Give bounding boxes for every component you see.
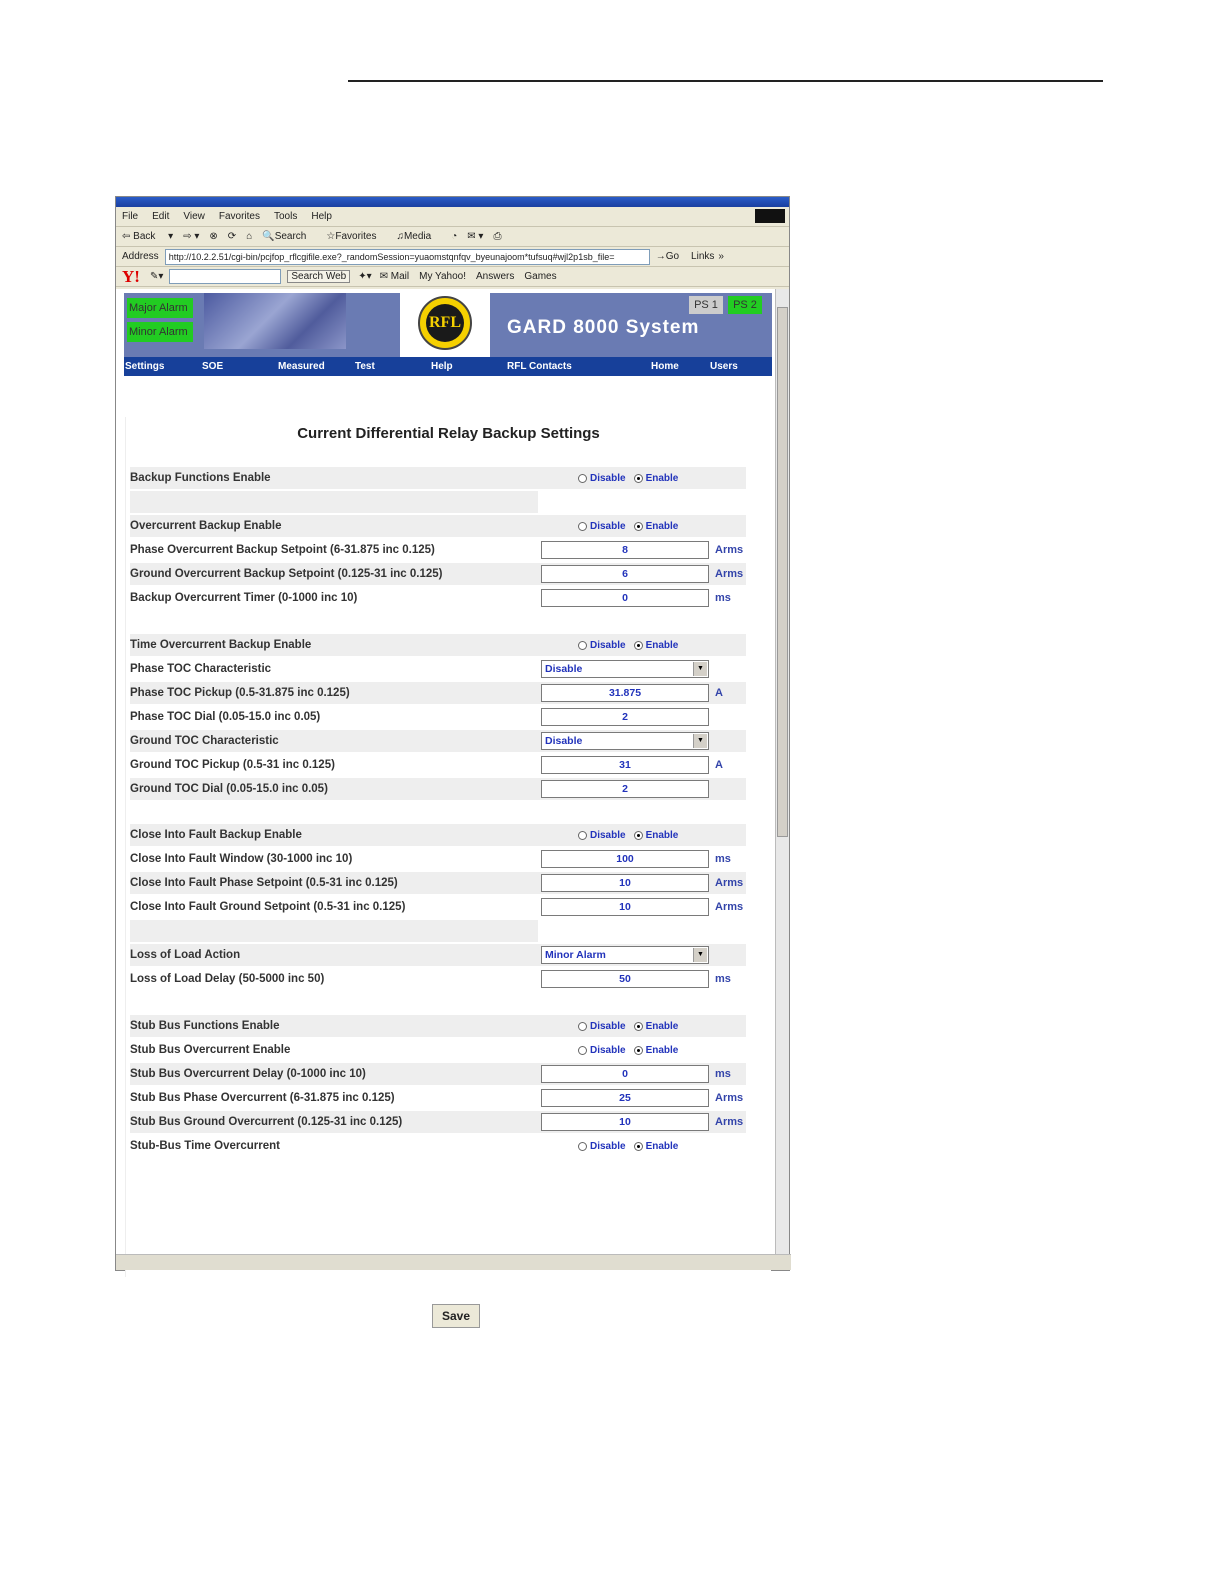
enable-radio[interactable]: [634, 522, 643, 531]
unit-label: Arms: [715, 568, 744, 580]
disable-radio[interactable]: [578, 522, 587, 531]
search-label: Search: [274, 231, 307, 242]
address-bar: [116, 247, 789, 267]
browser-window: [115, 196, 790, 1323]
setting-label: Stub Bus Overcurrent Enable: [130, 1044, 291, 1056]
setting-row: [130, 634, 746, 656]
nav-users[interactable]: Users: [710, 361, 738, 372]
nav-measured[interactable]: Measured: [278, 361, 325, 372]
refresh-icon[interactable]: ⟳: [227, 231, 237, 242]
setting-label: Ground TOC Dial (0.05-15.0 inc 0.05): [130, 783, 328, 795]
setting-input[interactable]: 31.875: [541, 684, 709, 702]
select-value: Disable: [545, 735, 583, 747]
setting-label: Phase Overcurrent Backup Setpoint (6-31.875 inc 0.125): [130, 544, 435, 556]
menu-help[interactable]: Help: [311, 211, 332, 222]
disable-radio-label[interactable]: Disable: [590, 472, 626, 484]
stop-icon[interactable]: ⊗: [209, 231, 218, 242]
enable-radio-group: [578, 829, 678, 841]
setting-row: [130, 706, 746, 728]
my-yahoo-button[interactable]: My Yahoo!: [419, 271, 467, 282]
disable-radio-label[interactable]: Disable: [590, 639, 626, 651]
nav-test[interactable]: Test: [355, 361, 375, 372]
setting-input[interactable]: 6: [541, 565, 709, 583]
enable-radio[interactable]: [634, 474, 643, 483]
setting-row: [130, 1015, 746, 1037]
setting-row: [130, 563, 746, 585]
disable-radio[interactable]: [578, 1022, 587, 1031]
setting-input[interactable]: 100: [541, 850, 709, 868]
setting-row: [130, 896, 746, 918]
dropdown-arrow-icon[interactable]: ▼: [693, 662, 707, 676]
main-nav: [124, 357, 772, 376]
unit-label: A: [715, 759, 723, 771]
menu-edit[interactable]: Edit: [152, 211, 170, 222]
setting-row: [130, 872, 746, 894]
window-titlebar: [116, 197, 789, 207]
home-icon[interactable]: ⌂: [246, 231, 253, 242]
menu-bar: [116, 207, 789, 227]
rfl-logo: [400, 293, 490, 357]
enable-radio[interactable]: [634, 831, 643, 840]
enable-radio-group: [578, 1140, 678, 1152]
enable-radio-label[interactable]: Enable: [645, 1020, 679, 1032]
setting-label: Stub Bus Overcurrent Delay (0-1000 inc 10): [130, 1068, 366, 1080]
nav-home[interactable]: Home: [651, 361, 679, 372]
rfl-logo-text: RFL: [426, 304, 464, 342]
setting-row: [130, 944, 746, 966]
back-button[interactable]: ⇦ Back ▾: [122, 231, 174, 242]
setting-label: Close Into Fault Phase Setpoint (0.5-31 inc 0.125): [130, 877, 398, 889]
unit-label: A: [715, 687, 723, 699]
setting-input[interactable]: 8: [541, 541, 709, 559]
system-title: GARD 8000 System: [507, 317, 700, 338]
setting-row: [130, 1111, 746, 1133]
setting-label: Phase TOC Pickup (0.5-31.875 inc 0.125): [130, 687, 350, 699]
chevron-right-icon[interactable]: »: [718, 251, 724, 262]
setting-row: [130, 539, 746, 561]
dropdown-arrow-icon[interactable]: ▼: [693, 734, 707, 748]
setting-row: [130, 658, 746, 680]
setting-select[interactable]: [541, 946, 709, 964]
scrollbar-thumb[interactable]: [777, 307, 788, 837]
address-label: Address: [122, 251, 159, 262]
enable-radio[interactable]: [634, 641, 643, 650]
setting-row: [130, 587, 746, 609]
enable-radio-group: [578, 639, 678, 651]
setting-label: Loss of Load Action: [130, 949, 241, 961]
ps2-indicator: PS 2: [728, 296, 762, 314]
setting-label: Phase TOC Dial (0.05-15.0 inc 0.05): [130, 711, 321, 723]
enable-radio-group: [578, 520, 678, 532]
nav-settings[interactable]: Settings: [125, 361, 165, 372]
save-button[interactable]: Save: [432, 1304, 480, 1328]
enable-radio-label[interactable]: Enable: [645, 1140, 679, 1152]
browser-toolbar: [116, 227, 789, 247]
setting-row: [130, 754, 746, 776]
yahoo-mail-button[interactable]: ✉ Mail: [379, 271, 410, 282]
enable-radio-label[interactable]: Enable: [645, 520, 679, 532]
menu-favorites[interactable]: Favorites: [218, 211, 260, 222]
unit-label: ms: [715, 973, 731, 985]
pencil-icon[interactable]: ✎▾: [149, 271, 164, 282]
print-icon[interactable]: ⎙: [493, 231, 502, 242]
media-button[interactable]: ♫Media: [396, 231, 432, 242]
enable-radio-group: [578, 1044, 678, 1056]
setting-row: [130, 848, 746, 870]
setting-input[interactable]: 10: [541, 874, 709, 892]
enable-radio-group: [578, 1020, 678, 1032]
setting-input[interactable]: 25: [541, 1089, 709, 1107]
back-label: Back: [133, 231, 156, 242]
address-input[interactable]: http://10.2.2.51/cgi-bin/pcjfop_rflcgifile.exe?_randomSession=yuaomstqnfqv_byeunajoom*tufsuq#wjl2p1sb_file=: [165, 249, 650, 265]
nav-rfl-contacts[interactable]: RFL Contacts: [507, 361, 572, 372]
enable-radio-label[interactable]: Enable: [645, 829, 679, 841]
nav-help[interactable]: Help: [431, 361, 453, 372]
setting-label: Ground Overcurrent Backup Setpoint (0.125-31 inc 0.125): [130, 568, 443, 580]
page-top-rule: [348, 80, 1103, 82]
page-title: Current Differential Relay Backup Settings: [297, 425, 600, 442]
setting-label: Stub-Bus Time Overcurrent: [130, 1140, 280, 1152]
search-button[interactable]: 🔍Search: [262, 231, 307, 242]
unit-label: Arms: [715, 1092, 744, 1104]
setting-row: [130, 778, 746, 800]
enable-radio[interactable]: [634, 1046, 643, 1055]
select-value: Disable: [545, 663, 583, 675]
yahoo-toolbar: [116, 267, 789, 287]
disable-radio-label[interactable]: Disable: [590, 1140, 626, 1152]
forward-button[interactable]: ⇨ ▾: [183, 231, 200, 242]
setting-select[interactable]: [541, 660, 709, 678]
menu-tools[interactable]: Tools: [273, 211, 298, 222]
media-label: Media: [403, 231, 432, 242]
setting-label: Backup Functions Enable: [130, 472, 271, 484]
disable-radio[interactable]: [578, 1142, 587, 1151]
setting-label: Loss of Load Delay (50-5000 inc 50): [130, 973, 325, 985]
ps1-indicator: PS 1: [689, 296, 723, 314]
header-banner: [124, 293, 772, 357]
setting-label: Phase TOC Characteristic: [130, 663, 272, 675]
highlight-icon[interactable]: ✦▾: [358, 271, 372, 282]
setting-label: Close Into Fault Backup Enable: [130, 829, 302, 841]
unit-label: ms: [715, 1068, 731, 1080]
disable-radio[interactable]: [578, 474, 587, 483]
setting-label: Close Into Fault Window (30-1000 inc 10): [130, 853, 353, 865]
unit-label: Arms: [715, 877, 744, 889]
setting-label: Ground TOC Characteristic: [130, 735, 279, 747]
setting-row: [130, 824, 746, 846]
disable-radio-label[interactable]: Disable: [590, 1020, 626, 1032]
yahoo-search-button[interactable]: Search Web: [287, 270, 350, 283]
disable-radio-label[interactable]: Disable: [590, 520, 626, 532]
enable-radio-label[interactable]: Enable: [645, 639, 679, 651]
settings-panel: [125, 417, 771, 1323]
setting-row: [130, 1063, 746, 1085]
disable-radio[interactable]: [578, 1046, 587, 1055]
history-icon[interactable]: ◔: [451, 231, 458, 242]
disable-radio-label[interactable]: Disable: [590, 1044, 626, 1056]
yahoo-search-input[interactable]: [169, 269, 281, 284]
setting-row: [130, 682, 746, 704]
dropdown-arrow-icon[interactable]: ▼: [693, 948, 707, 962]
unit-label: Arms: [715, 901, 744, 913]
enable-radio[interactable]: [634, 1022, 643, 1031]
setting-input[interactable]: 50: [541, 970, 709, 988]
setting-input[interactable]: 10: [541, 898, 709, 916]
setting-input[interactable]: 0: [541, 589, 709, 607]
setting-row: [130, 515, 746, 537]
setting-row: [130, 1039, 746, 1061]
vertical-scrollbar[interactable]: [775, 289, 789, 1254]
unit-label: ms: [715, 853, 731, 865]
mail-icon[interactable]: ✉ ▾: [467, 231, 484, 242]
setting-row: [130, 1087, 746, 1109]
enable-radio-label[interactable]: Enable: [645, 1044, 679, 1056]
setting-input[interactable]: 0: [541, 1065, 709, 1083]
enable-radio-label[interactable]: Enable: [645, 472, 679, 484]
setting-row: [130, 730, 746, 752]
nav-soe[interactable]: SOE: [202, 361, 224, 372]
setting-row: [130, 920, 538, 942]
setting-row: [130, 968, 746, 990]
setting-label: Time Overcurrent Backup Enable: [130, 639, 312, 651]
yahoo-mail-label: Mail: [390, 271, 410, 282]
enable-radio[interactable]: [634, 1142, 643, 1151]
header-photo: [204, 293, 346, 349]
horizontal-scrollbar[interactable]: [116, 1254, 791, 1270]
rfl-logo-circle: [418, 296, 472, 350]
go-button[interactable]: →Go: [655, 251, 680, 262]
minor-alarm-indicator: Minor Alarm: [127, 322, 193, 342]
favorites-label: Favorites: [335, 231, 377, 242]
setting-row: [130, 467, 746, 489]
setting-label: Stub Bus Phase Overcurrent (6-31.875 inc 0.125): [130, 1092, 395, 1104]
setting-input[interactable]: 10: [541, 1113, 709, 1131]
setting-input[interactable]: 2: [541, 708, 709, 726]
disable-radio[interactable]: [578, 641, 587, 650]
menu-view[interactable]: View: [183, 211, 205, 222]
setting-label: Close Into Fault Ground Setpoint (0.5-31 inc 0.125): [130, 901, 406, 913]
setting-label: Ground TOC Pickup (0.5-31 inc 0.125): [130, 759, 335, 771]
links-label[interactable]: Links: [691, 251, 715, 262]
setting-label: Stub Bus Ground Overcurrent (0.125-31 inc 0.125): [130, 1116, 403, 1128]
yahoo-logo[interactable]: Y!: [122, 266, 140, 286]
setting-label: Overcurrent Backup Enable: [130, 520, 282, 532]
setting-input[interactable]: 31: [541, 756, 709, 774]
unit-label: Arms: [715, 1116, 744, 1128]
disable-radio[interactable]: [578, 831, 587, 840]
setting-label: Stub Bus Functions Enable: [130, 1020, 280, 1032]
unit-label: Arms: [715, 544, 744, 556]
enable-radio-group: [578, 472, 678, 484]
unit-label: ms: [715, 592, 731, 604]
page-viewport: [116, 289, 775, 1323]
select-value: Minor Alarm: [545, 949, 606, 961]
go-label: Go: [665, 251, 680, 262]
major-alarm-indicator: Major Alarm: [127, 298, 193, 318]
setting-label: Backup Overcurrent Timer (0-1000 inc 10): [130, 592, 358, 604]
windows-logo-icon: [755, 209, 785, 223]
answers-button[interactable]: Answers: [476, 271, 515, 282]
setting-input[interactable]: 2: [541, 780, 709, 798]
setting-row: [130, 1135, 746, 1157]
menu-file[interactable]: File: [122, 211, 139, 222]
setting-row: [130, 491, 538, 513]
disable-radio-label[interactable]: Disable: [590, 829, 626, 841]
favorites-button[interactable]: ☆Favorites: [326, 231, 377, 242]
setting-select[interactable]: [541, 732, 709, 750]
games-button[interactable]: Games: [524, 271, 557, 282]
